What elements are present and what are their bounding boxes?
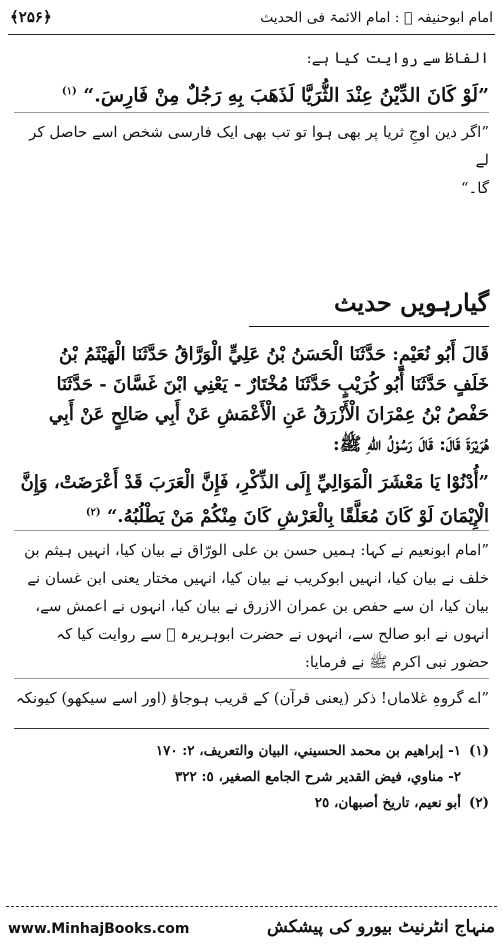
hadith10-translation [14,118,489,202]
translation-line: ”اگر دین اوجِ ثریا پر بھی ہوا تو تب بھی ایک فارسی شخص اسے حاصل کر لے [29,123,489,169]
footnote-1b: ٢- مناوي، فيض القدير شرح الجامع الصغير، ٥: ٣٢٢ [175,769,461,785]
footnote-marker: (١) [468,743,489,759]
translation-line: بیان کیا، ان سے حفص بن عمران الازرق نے بیان کیا، انہوں نے اعمش سے، [35,597,489,615]
footnotes [14,738,489,816]
footnote-1a [14,738,489,764]
website-link[interactable]: www.MinhajBooks.com [8,921,190,937]
translation-continued: ”اے گروہِ غلاماں! ذکر (یعنی قرآن) کے قریب ہوجاؤ (اور اسے سیکھو) کیونکہ [15,689,489,707]
footnote-rule [14,728,489,729]
footer-credit: منہاج انٹرنیٹ بیورو کی پیشکش [267,917,495,937]
hadith10-arabic-text: ”لَوْ كَانَ الدِّيْنُ عِنْدَ الثُّرَيَّا لَذَهَبَ بِهِ رَجُلٌ مِنْ فَارِسَ.“ [83,84,489,107]
hadith-line-text: الْإِيْمَانَ لَوْ كَانَ مُعَلَّقًا بِالْعَرْشِ كَانَ مِنْكُمْ مَنْ يَطْلُبُهُ.“ [106,506,489,527]
footnote-text: ١- إبراهيم بن محمد الحسيني، البيان والتعريف، ٢: ١٧٠ [155,743,461,759]
footnote-ref-2: (٢) [85,507,101,518]
header-rule [8,34,495,35]
hadith-line [14,498,489,532]
footnote-2 [14,790,489,816]
translation-line: گا۔“ [460,179,489,197]
chain-line: هُرَيْرَةَ قَالَ: قَالَ رَسُوْلُ اللهِ ﷺ: [332,434,489,455]
translation-line: حضور نبی اکرم ﷺ نے فرمایا: [304,653,489,671]
hadith11-translation [14,536,489,676]
isnad-chain [14,340,489,460]
translation-line: انہوں نے ابو صالح سے، انہوں نے حضرت ابوہریرہ ﷜ سے روایت کیا کہ [56,625,489,643]
hadith-line: ”أُدْنُوْا يَا مَعْشَرَ الْمَوَالِيِّ إِلَى الذِّكْرِ، فَإِنَّ الْعَرَبَ قَدْ أَعْرَضَتْ، وَإِنَّ [20,472,489,493]
footer-rule [6,906,497,907]
translation-line: ”امام ابونعیم نے کہا: ہمیں حسن بن علی الورّاق نے بیان کیا، انہیں ہیثم بن [24,541,489,559]
footnote-text: أبو نعيم، تاريخ أصبهان، ٢٥ [314,795,461,811]
chain-line: حَفْصُ بْنُ عِمْرَانَ الْأَزْرَقُ عَنِ الْأَعْمَشِ عَنْ أَبِي صَالِحٍ عَنْ أَبِي [48,404,489,425]
section-heading: گیارہویں حدیث [333,288,489,317]
hadith11-arabic [14,468,489,532]
running-title: امام ابوحنیفہ ﷜ : امام الائمۃ فی الحدیث [260,10,493,26]
page-header [10,6,493,36]
footnote-ref-1: (١) [61,86,77,97]
heading-underline [249,326,489,327]
separator [14,530,489,531]
footnote-marker: (٢) [468,795,489,811]
hadith10-arabic [14,76,489,111]
chain-line: قَالَ أَبُو نُعَيْمٍ: حَدَّثَنَا الْحَسَنُ بْنُ عَلِيٍّ الْوَرَّاقُ حَدَّثَنَا الْهَيْثَمُ بْنُ [59,344,489,365]
translation-line: خلف نے بیان کیا، انہیں ابوکریب نے بیان کیا، انہیں مختار یعنی ابن غسان نے [27,569,489,587]
separator [14,112,489,113]
page-footer [8,914,495,944]
separator [14,678,489,679]
chain-line: خَلَفٍ حَدَّثَنَا أَبُو كُرَيْبٍ حَدَّثَنَا مُخْتَارٌ - يَعْنِي ابْنَ غَسَّانَ - حَدَّثَنَا [56,374,489,395]
page-number: ﴾۲۵۶﴿ [10,8,52,26]
intro-line: الفاظ سے روایت کیا ہے: [306,49,489,67]
